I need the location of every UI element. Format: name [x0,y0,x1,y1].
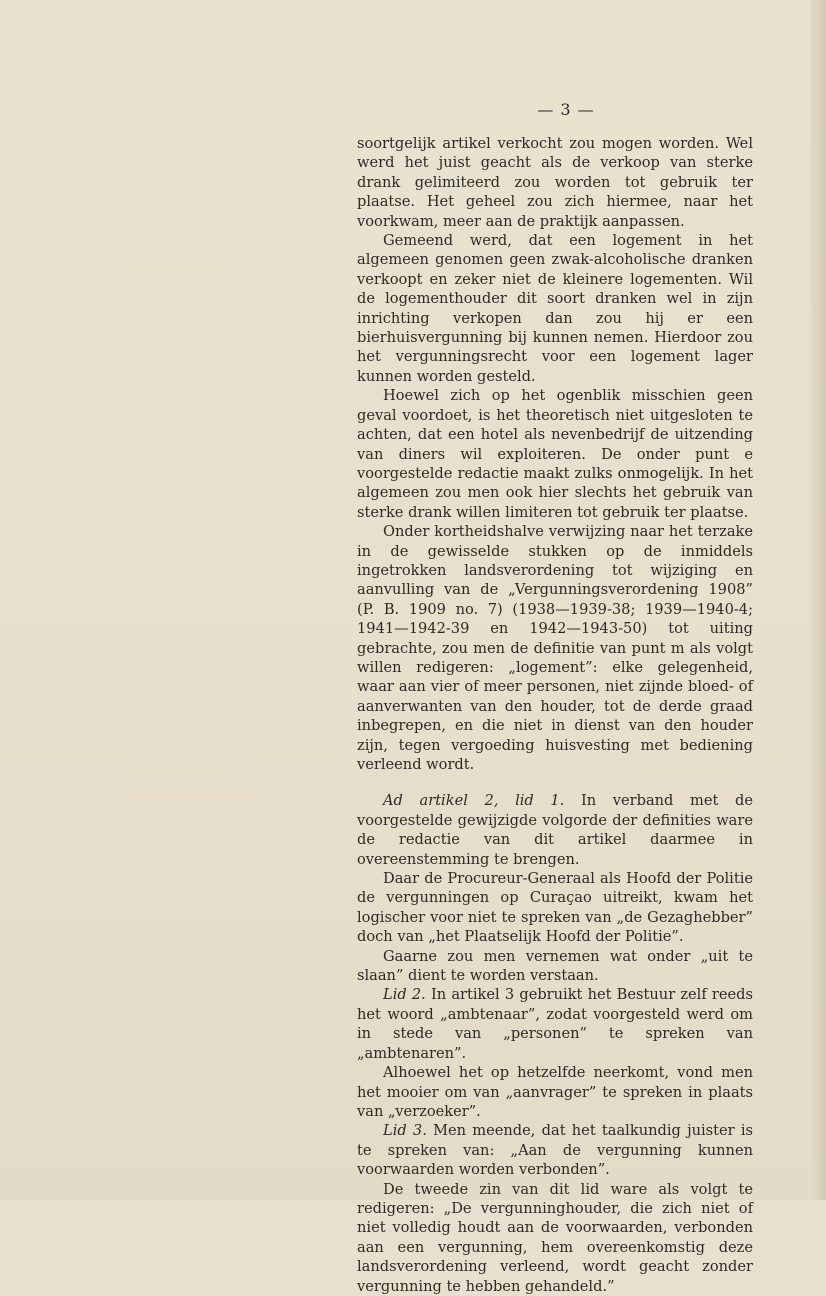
lid-label: Lid 2. [383,986,426,1004]
paragraph-text: In verband met de voorgestelde gewijzigde volgorde der definities ware de redactie van dit artikel daarmee in overeenstemming te brengen. [357,792,753,868]
paragraph-text: Gaarne zou men vernemen wat onder „uit te slaan” dient te worden verstaan. [357,947,753,985]
paragraph-article-2-lid-1 [357,791,753,869]
paragraph [357,1063,753,1121]
paragraph [357,134,753,231]
paragraph-lid-2 [357,985,753,1063]
paragraph [357,869,753,947]
paragraph-text: De tweede zin van dit lid ware als volgt te redigeren: „De vergunninghouder, die zich niet of niet volledig houdt aan de voorwaarden, verbonden aan een vergunning, hem overeenkomstig deze landsverordening verleend, wordt geacht zonder vergunning te hebben gehandeld.” [357,1180,753,1295]
page-edge [810,0,826,1200]
paragraph-text: Men meende, dat het taalkundig juister is te spreken van: „Aan de vergunning kunnen voorwaarden worden verbonden”. [357,1122,754,1179]
paragraph-text: Hoewel zich op het ogenblik misschien geen geval voordoet, is het theoretisch niet uitgesloten te achten, dat een hotel als nevenbedrijf de uitzending van diners wil exploiteren. De onder punt e voorgestelde redactie maakt zulks onmogelijk. In het algemeen zou men ook hier slechts het gebruik van sterke drank willen limiteren tot gebruik ter plaatse. [357,387,753,521]
article-label: Ad artikel 2, lid 1. [383,792,565,810]
paragraph [357,947,753,986]
paragraph-text: soortgelijk artikel verkocht zou mogen worden. Wel werd het juist geacht als de verkoop van sterke drank gelimiteerd zou worden tot gebruik ter plaatse. Het geheel zou zich hiermee, naar het voorkwam, meer aan de praktijk aanpassen. [357,135,753,230]
body-text [357,134,753,1296]
paragraph [357,522,753,774]
paragraph [357,386,753,522]
paragraph-text: In artikel 3 gebruikt het Bestuur zelf reeds het woord „ambtenaar”, zodat voorgesteld werd om in stede van „personen” te spreken van „ambtenaren”. [357,986,754,1062]
paragraph [357,231,753,386]
paragraph-lid-3 [357,1121,753,1179]
lid-label: Lid 3. [383,1122,427,1140]
paragraph-text: Gemeend werd, dat een logement in het algemeen genomen geen zwak-alcoholische dranken verkoopt en zeker niet de kleinere logementen. Wil de logementhouder dit soort dranken wel in zijn inrichting verkopen dan zou hij er een bierhuisvergunning bij kunnen nemen. Hierdoor zou het vergunningsrecht voor een logement lager kunnen worden gesteld. [357,232,753,385]
page-number: — 3 — [537,100,595,119]
paragraph-text: Daar de Procureur-Generaal als Hoofd der Politie de vergunningen op Curaçao uitreikt, kwam het logischer voor niet te spreken van „de Gezaghebber” doch van „het Plaatselijk Hoofd der Politie”. [357,870,753,946]
paragraph [357,1180,753,1296]
paragraph-text: Onder kortheidshalve verwijzing naar het terzake in de gewisselde stukken op de inmiddels ingetrokken landsverordening tot wijziging en aanvulling van de „Vergunningsverordening 1908” (P. B. 1909 no. 7) (1938—1939-38; 1939—1940-4; 1941—1942-39 en 1942—1943-50) tot uiting gebrachte, zou men de definitie van punt m als volgt willen redigeren: „logement”: elke gelegenheid, waar aan vier of meer personen, niet zijnde bloed- of aanverwanten van den houder, tot de derde graad inbegrepen, en die niet in dienst van den houder zijn, tegen vergoeding huisvesting met bediening verleend wordt. [357,523,753,773]
paragraph-text: Alhoewel het op hetzelfde neerkomt, vond men het mooier om van „aanvrager” te spreken in plaats van „verzoeker”. [357,1064,753,1120]
